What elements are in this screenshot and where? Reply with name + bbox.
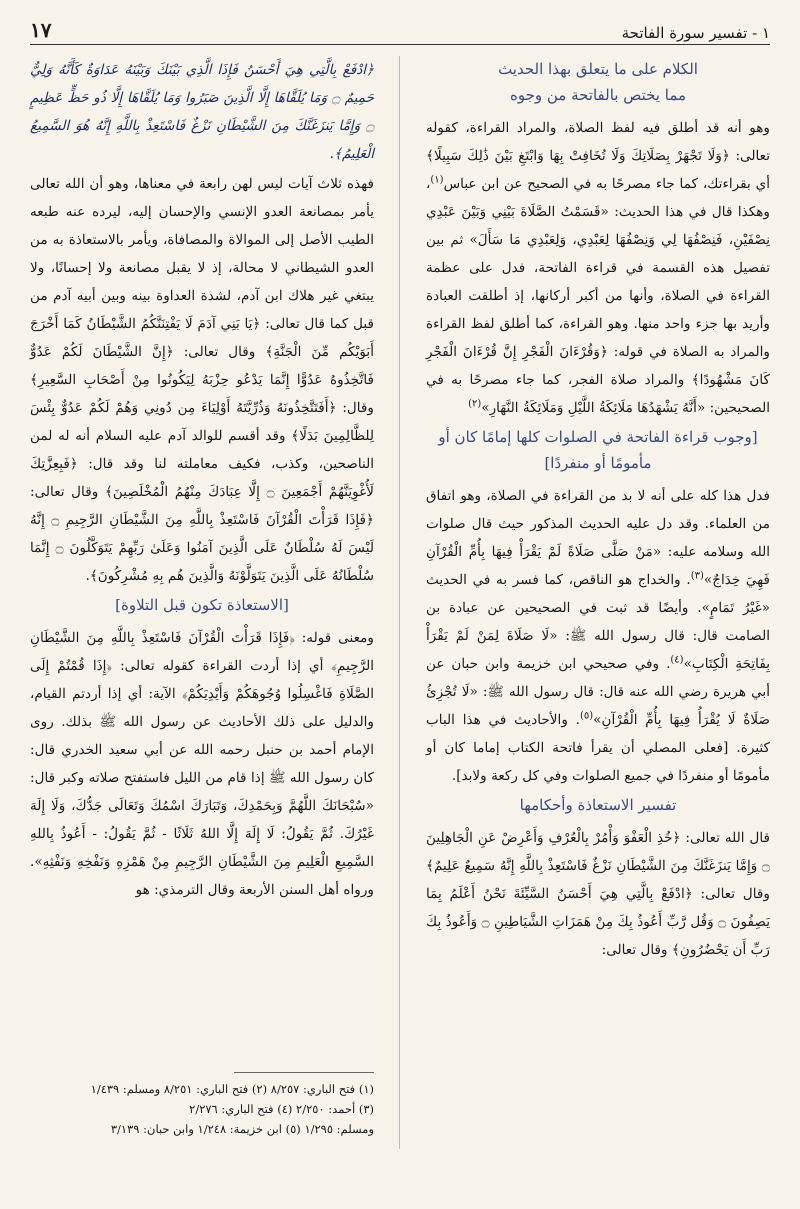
paragraph: فهذه ثلاث آيات ليس لهن رابعة في معناها، وهو أن الله تعالى يأمر بمصانعة العدو الإنسي والإحسان إليه، ليرده عنه طبعه الطيب الأصل إلى الموالاة والمصافاة، ويأمر بالاستعاذة به من العدو الشيطاني لا محالة، إذ لا يقبل مصانعة ولا إحسانًا، ولا يبتغي غير هلاك ابن آدم، لشدة العداوة بينه وبين أبيه آدم من قبل كما قال تعالى: ﴿يَا بَنِي آدَمَ لَا يَفْتِنَنَّكُمُ الشَّيْطَانُ كَمَا أَخْرَجَ أَبَوَيْكُم مِّنَ الْجَنَّةِ﴾ وقال تعالى: ﴿إِنَّ الشَّيْطَانَ لَكُمْ عَدُوٌّ فَاتَّخِذُوهُ عَدُوًّا إِنَّمَا يَدْعُو حِزْبَهُ لِيَكُونُوا مِنْ أَصْحَابِ السَّعِيرِ﴾ وقال: ﴿أَفَتَتَّخِذُونَهُ وَذُرِّيَّتَهُ أَوْلِيَاءَ مِن دُونِي وَهُمْ لَكُمْ عَدُوٌّ بِئْسَ لِلظَّالِمِينَ بَدَلًا﴾ وقد أقسم للوالد آدم عليه السلام أنه له لمن الناصحين، وكذب، فكيف معاملته لنا وقد قال: ﴿فَبِعِزَّتِكَ لَأُغْوِيَنَّهُمْ أَجْمَعِينَ ۝ إِلَّا عِبَادَكَ مِنْهُمُ الْمُخْلَصِينَ﴾ وقال تعالى: ﴿فَإِذَا قَرَأْتَ الْقُرْآنَ فَاسْتَعِذْ بِاللَّهِ مِنَ الشَّيْطَانِ الرَّجِيمِ ۝ إِنَّهُ لَيْسَ لَهُ سُلْطَانٌ عَلَى الَّذِينَ آمَنُوا وَعَلَىٰ رَبِّهِمْ يَتَوَكَّلُونَ ۝ إِنَّمَا سُلْطَانُهُ عَلَى الَّذِينَ يَتَوَلَّوْنَهُ وَالَّذِينَ هُم بِهِ مُشْرِكُونَ﴾. (30, 176, 375, 584)
left-column (30, 56, 374, 906)
footnote-ref: (٥) (579, 710, 594, 722)
page-header (30, 16, 770, 42)
page-number: ١٧ (30, 18, 52, 42)
column-divider (399, 56, 400, 1149)
footnote-rule (234, 1072, 374, 1073)
right-column (426, 56, 770, 966)
header-rule (30, 44, 770, 45)
footnotes (30, 1072, 374, 1139)
footnote-line: ومسلم: ١/٢٩٥ (٥) ابن خزيمة: ١/٢٤٨ وابن حبان: ٣/١٣٩ (110, 1122, 374, 1136)
paragraph: قال الله تعالى: ﴿خُذِ الْعَفْوَ وَأْمُرْ بِالْعُرْفِ وَأَعْرِضْ عَنِ الْجَاهِلِينَ ۝ وَإِمَّا يَنزَغَنَّكَ مِنَ الشَّيْطَانِ نَزْغٌ فَاسْتَعِذْ بِاللَّهِ إِنَّهُ سَمِيعٌ عَلِيمٌ﴾ وقال تعالى: ﴿ادْفَعْ بِالَّتِي هِيَ أَحْسَنُ السَّيِّئَةَ نَحْنُ أَعْلَمُ بِمَا يَصِفُونَ ۝ وَقُل رَّبِّ أَعُوذُ بِكَ مِنْ هَمَزَاتِ الشَّيَاطِينِ ۝ وَأَعُوذُ بِكَ رَبِّ أَن يَحْضُرُونِ﴾ وقال تعالى: (426, 830, 770, 958)
footnote-ref: (١) (430, 174, 444, 186)
running-title: ١ - تفسير سورة الفاتحة (621, 24, 770, 42)
paragraph: ومعنى قوله: ﴿فَإِذَا قَرَأْتَ الْقُرْآنَ فَاسْتَعِذْ بِاللَّهِ مِنَ الشَّيْطَانِ الرَّجِيمِ﴾ أي إذا أردت القراءة كقوله تعالى: ﴿إِذَا قُمْتُمْ إِلَى الصَّلَاةِ فَاغْسِلُوا وُجُوهَكُمْ وَأَيْدِيَكُمْ﴾ الآية: أي إذا أردتم القيام، والدليل على ذلك الأحاديث عن رسول الله ﷺ بذلك. روى الإمام أحمد بن حنبل رحمه الله عن أبي سعيد الخدري قال: كان رسول الله ﷺ إذا قام من الليل فاستفتح صلاته وكبر قال: «سُبْحَانَكَ اللَّهُمَّ وَبِحَمْدِكَ، وَتَبَارَكَ اسْمُكَ وَتَعَالَى جَدُّكَ، وَلَا إِلَهَ غَيْرُكَ. ثُمَّ يَقُولُ: لَا إِلَهَ إِلَّا اللهُ ثَلَاثًا - ثُمَّ يَقُولُ: - أَعُوذُ بِاللهِ السَّمِيعِ الْعَلِيمِ مِنَ الشَّيْطَانِ الرَّجِيمِ مِنْ هَمْزِهِ وَنَفْخِهِ وَنَفْثِهِ». ورواه أهل السنن الأربعة وقال الترمذي: هو (30, 630, 374, 898)
footnote-ref: (٤) (670, 654, 684, 666)
paragraph: فدل هذا كله على أنه لا بد من القراءة في الصلاة، وهو اتفاق من العلماء. وقد دل عليه الحديث المذكور حيث قال صلوات الله وسلامه عليه: «مَنْ صَلَّى صَلَاةً لَمْ يَقْرَأْ فِيهَا بِأُمِّ الْقُرْآنِ فَهِيَ خِدَاجٌ»$^{(٣)}$. والخداج هو الناقص، كما فسر به في الحديث «غَيْرُ تَمَامٍ». وأيضًا قد ثبت في الصحيحين عن عبادة بن الصامت قال: قال رسول الله ﷺ: «لَا صَلَاةَ لِمَنْ لَمْ يَقْرَأْ بِفَاتِحَةِ الْكِتَابِ»$^{(٤)}$. وفي صحيحي ابن خزيمة وابن حبان عن أبي هريرة رضي الله عنه قال: قال رسول الله ﷺ: «لَا تُجْزِئُ صَلَاةٌ لَا يُقْرَأُ فِيهَا بِأُمِّ الْقُرْآنِ»$^{(٥)}$. والأحاديث في هذا الباب كثيرة. [فعلى المصلي أن يقرأ فاتحة الكتاب إماما كان أو مأمومًا أو منفردًا في جميع الصلوات وفي كل ركعة ولابد]. (426, 488, 771, 784)
section-heading-1: الكلام على ما يتعلق بهذا الحديث مما يختص بالفاتحة من وجوه (498, 60, 698, 104)
paragraph: وهو أنه قد أطلق فيه لفظ الصلاة، والمراد القراءة، كقوله تعالى: ﴿وَلَا تَجْهَرْ بِصَلَاتِكَ وَلَا تُخَافِتْ بِهَا وَابْتَغِ بَيْنَ ذَٰلِكَ سَبِيلًا﴾ أي بقراءتك، كما جاء مصرحًا به في الصحيح عن ابن عباس$^{(١)}$، وهكذا قال في هذا الحديث: «قَسَمْتُ الصَّلَاةَ بَيْنِي وَبَيْنَ عَبْدِي نِصْفَيْنِ، فَنِصْفُهَا لِي وَنِصْفُهَا لِعَبْدِي، وَلِعَبْدِي مَا سَأَلَ» ثم بين تفصيل هذه القسمة في قراءة الفاتحة، فدل على عظمة القراءة في الصلاة، وأنها من أكبر أركانها، إذ أطلقت العبادة وأريد بها جزء واحد منها. وهو القراءة، كما أطلق لفظ القراءة والمراد به الصلاة في قوله: ﴿وَقُرْءَانَ الْفَجْرِ إِنَّ قُرْءَانَ الْفَجْرِ كَانَ مَشْهُودًا﴾ والمراد صلاة الفجر، كما جاء مصرحًا به في الصحيحين: «أَنَّهُ يَشْهَدُهَا مَلَائِكَةُ اللَّيْلِ وَمَلَائِكَةُ النَّهَارِ»$^{(٢)}$ (426, 120, 770, 416)
paragraph: ﴿ادْفَعْ بِالَّتِي هِيَ أَحْسَنُ فَإِذَا الَّذِي بَيْنَكَ وَبَيْنَهُ عَدَاوَةٌ كَأَنَّهُ وَلِيٌّ حَمِيمٌ ۝ وَمَا يُلَقَّاهَا إِلَّا الَّذِينَ صَبَرُوا وَمَا يُلَقَّاهَا إِلَّا ذُو حَظٍّ عَظِيمٍ ۝ وَإِمَّا يَنزَغَنَّكَ مِنَ الشَّيْطَانِ نَزْغٌ فَاسْتَعِذْ بِاللَّهِ إِنَّهُ هُوَ السَّمِيعُ الْعَلِيمُ﴾. (30, 62, 374, 162)
footnote-ref: (٣) (690, 570, 704, 582)
footnote-line: (٣) أحمد: ٢/٢٥٠ (٤) فتح الباري: ٢/٢٧٦ (189, 1102, 374, 1116)
section-heading-2: [وجوب قراءة الفاتحة في الصلوات كلها إمامًا كان أو مأمومًا أو منفردًا] (438, 428, 758, 472)
section-heading-4: [الاستعاذة تكون قبل التلاوة] (115, 596, 289, 614)
footnote-ref: (٢) (468, 398, 482, 410)
footnote-line: (١) فتح الباري: ٨/٢٥٧ (٢) فتح الباري: ٨/٢٥١ ومسلم: ١/٤٣٩ (90, 1082, 374, 1096)
section-heading-3: تفسير الاستعاذة وأحكامها (519, 796, 677, 814)
